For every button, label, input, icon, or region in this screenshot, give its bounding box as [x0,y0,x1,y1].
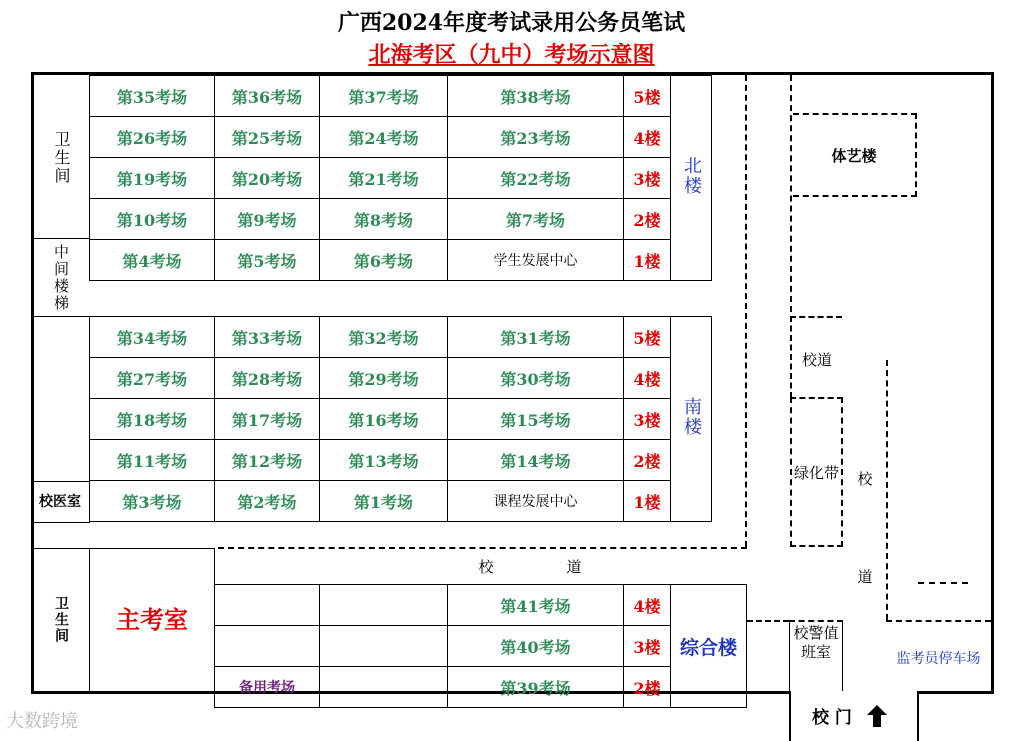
table-row [90,358,712,399]
dashed-line [886,360,888,620]
exam-room-19: 第19考场 [90,158,215,199]
floor-label: 1楼 [624,481,671,522]
exam-room-23: 第23考场 [448,117,624,158]
empty-room [320,626,448,667]
exam-room-28: 第28考场 [215,358,320,399]
north-building-grid [89,75,712,281]
exam-room-31: 第31考场 [448,317,624,358]
table-row [215,626,747,667]
watermark: 大数跨境 [6,711,78,732]
exam-room-39: 第39考场 [448,667,624,708]
dashed-line [745,75,747,547]
north-left-restroom: 卫生间 [52,131,71,185]
table-row [90,158,712,199]
table-row [90,117,712,158]
exam-room-1: 第1考场 [320,481,448,522]
exam-room-15: 第15考场 [448,399,624,440]
spare-exam-room: 备用考场 [215,667,320,708]
exam-room-36: 第36考场 [215,76,320,117]
floor-label: 1楼 [624,240,671,281]
exam-room-30: 第30考场 [448,358,624,399]
student-development-center: 学生发展中心 [448,240,624,281]
north-building-label: 北楼 [671,76,712,281]
dashed-line [790,75,792,312]
exam-room-16: 第16考场 [320,399,448,440]
north-middle-stairs: 中间楼梯 [52,244,70,312]
south-building-label: 南楼 [671,317,712,522]
dashed-line [747,620,789,622]
table-row [90,199,712,240]
exam-room-40: 第40考场 [448,626,624,667]
exam-room-20: 第20考场 [215,158,320,199]
table-row [90,440,712,481]
exam-room-18: 第18考场 [90,399,215,440]
guard-room: 校警值班室 [789,620,843,692]
south-building-grid [89,316,712,522]
road-label-vertical-b-top: 校 [857,470,873,488]
complex-building-grid [214,584,747,708]
floor-label: 2楼 [624,440,671,481]
exam-room-6: 第6考场 [320,240,448,281]
table-row [90,240,712,281]
floor-label: 2楼 [624,667,671,708]
main-exam-office: 主考室 [116,606,188,634]
dashed-line [218,547,747,549]
north-bottom-corridor-line [31,316,90,317]
exam-room-26: 第26考场 [90,117,215,158]
complex-restroom: 卫生间 [53,596,69,644]
exam-room-24: 第24考场 [320,117,448,158]
table-row [90,399,712,440]
exam-room-38: 第38考场 [448,76,624,117]
table-row [215,667,747,708]
north-left-divider [31,238,90,239]
clinic-label: 校医室 [39,494,81,510]
floor-label: 5楼 [624,76,671,117]
exam-room-14: 第14考场 [448,440,624,481]
exam-room-2: 第2考场 [215,481,320,522]
table-row [90,317,712,358]
floor-label: 4楼 [624,585,671,626]
empty-room [320,667,448,708]
floor-label: 4楼 [624,358,671,399]
table-row [90,76,712,117]
curriculum-development-center: 课程发展中心 [448,481,624,522]
dashed-line [790,316,792,398]
exam-room-21: 第21考场 [320,158,448,199]
dashed-line [790,316,842,318]
exam-room-25: 第25考场 [215,117,320,158]
exam-room-10: 第10考场 [90,199,215,240]
exam-room-11: 第11考场 [90,440,215,481]
exam-room-12: 第12考场 [215,440,320,481]
exam-room-7: 第7考场 [448,199,624,240]
road-label-horizontal-left: 校 [478,558,494,576]
exam-room-41: 第41考场 [448,585,624,626]
exam-room-37: 第37考场 [320,76,448,117]
exam-room-13: 第13考场 [320,440,448,481]
dashed-line [918,582,968,584]
floor-label: 2楼 [624,199,671,240]
floor-label: 3楼 [624,158,671,199]
exam-room-34: 第34考场 [90,317,215,358]
empty-room [215,585,320,626]
floor-label: 4楼 [624,117,671,158]
exam-room-22: 第22考场 [448,158,624,199]
sports-arts-building: 体艺楼 [793,113,917,197]
floor-label: 3楼 [624,626,671,667]
south-bottom-line [31,522,90,523]
exam-room-9: 第9考场 [215,199,320,240]
up-arrow-icon [866,704,888,728]
floor-label: 3楼 [624,399,671,440]
page-subtitle: 北海考区（九中）考场示意图 [368,42,655,68]
gate-opening [789,691,919,741]
green-belt: 绿化带 [790,397,843,547]
empty-room [215,626,320,667]
exam-room-33: 第33考场 [215,317,320,358]
exam-room-8: 第8考场 [320,199,448,240]
page-title: 广西2024年度考试录用公务员笔试 [337,10,686,36]
exam-room-4: 第4考场 [90,240,215,281]
exam-room-17: 第17考场 [215,399,320,440]
gate-label: 校 门 [812,708,852,728]
exam-room-27: 第27考场 [90,358,215,399]
exam-room-32: 第32考场 [320,317,448,358]
empty-room [320,585,448,626]
exam-room-35: 第35考场 [90,76,215,117]
table-row [215,585,747,626]
road-label-horizontal-right: 道 [566,558,582,576]
exam-room-5: 第5考场 [215,240,320,281]
road-label-vertical-a: 校道 [801,351,832,369]
exam-room-29: 第29考场 [320,358,448,399]
exam-room-3: 第3考场 [90,481,215,522]
complex-building-label: 综合楼 [671,585,747,708]
floor-label: 5楼 [624,317,671,358]
parking-label: 监考员停车场 [896,651,981,667]
road-label-vertical-b-bottom: 道 [857,568,873,586]
table-row [90,481,712,522]
